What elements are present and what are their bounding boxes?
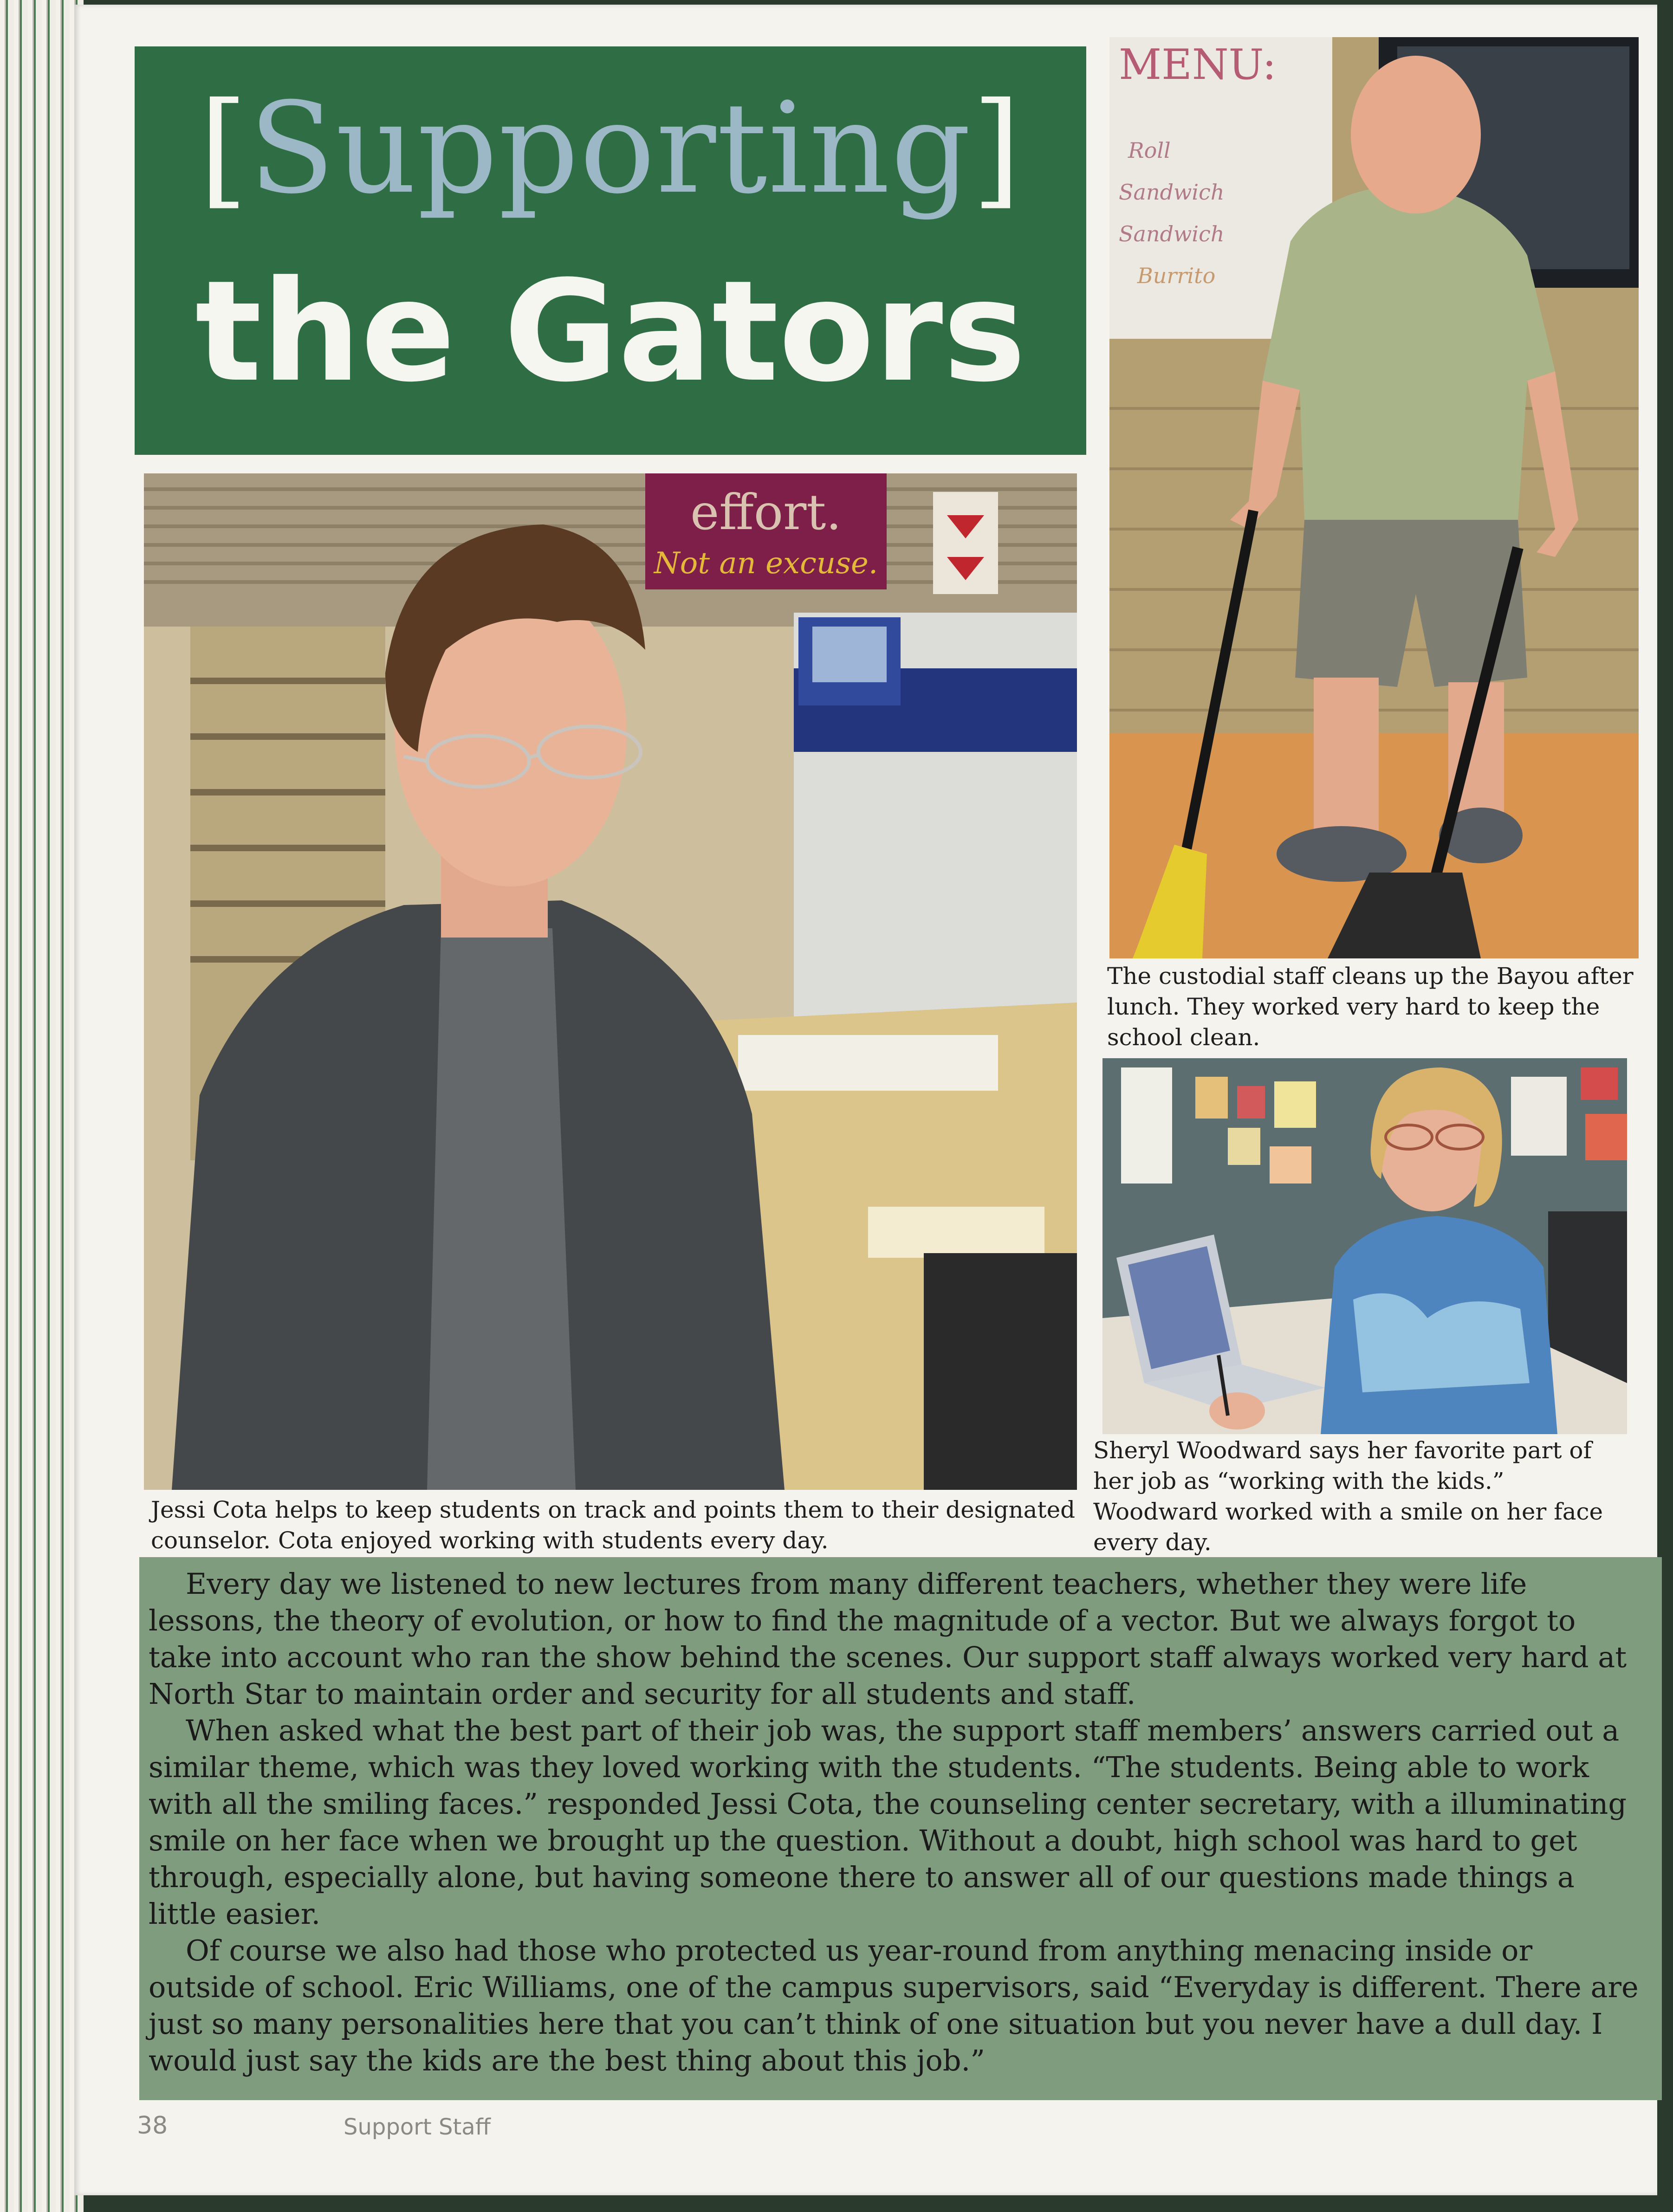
section-name: Support Staff [344,2114,491,2140]
title-line-1 [135,75,1086,221]
title-bracket-open: [ [199,75,249,221]
story-paragraph-1: Every day we listened to new lectures from many different teachers, whether they were life lessons, the theory of evolution, or how to find the magnitude of a vector. But we always forgot to take into account who ran the show behind the scenes. Our support staff always worked very hard at North Star to maintain order and security for all students and staff. [149,1567,1627,1711]
yearbook-page [74,5,1657,2195]
board-item-1: Roll [1128,138,1171,163]
title-banner [135,46,1086,455]
board-item-4: Burrito [1137,263,1216,288]
story-paragraph-3: Of course we also had those who protected us year-round from anything menacing inside or outside of school. Eric Williams, one of the campus supervisors, said “Everyday is different. There are just so many personalities here that you can’t think of one situation but you never have a dull day. I would just say the kids are the best thing about this job.” [149,1934,1639,2077]
title-line-2: the Gators [195,251,1026,413]
caption-custodian: The custodial staff cleans up the Bayou after lunch. They worked very hard to keep the school clean. [1107,963,1634,1051]
photo-sheryl-woodward [1102,1058,1627,1434]
sign-text-excuse: Not an excuse. [654,546,878,581]
story-text-block [139,1557,1662,2100]
page-binding-edge [0,0,84,2212]
caption-cota: Jessi Cota helps to keep students on track and points them to their designated counselor. Cota enjoyed working with students every day. [151,1496,1076,1554]
title-bracket-close: ] [972,75,1022,221]
caption-woodward: Sheryl Woodward says her favorite part of her job as “working with the kids.” Woodward worked with a smile on her face every day. [1093,1437,1603,1556]
photo-custodian [1109,37,1639,958]
sign-text-effort: effort. [690,484,842,541]
page-number: 38 [137,2112,168,2140]
board-item-3: Sandwich [1119,221,1225,246]
title-word-supporting: Supporting [249,75,972,221]
photo-jessi-cota [144,473,1077,1490]
board-item-2: Sandwich [1119,180,1225,205]
board-heading: MENU: [1119,40,1277,89]
story-paragraph-2: When asked what the best part of their job was, the support staff members’ answers carried out a similar theme, which was they loved working with the students. “The students. Being able to work with all the smiling faces.” responded Jessi Cota, the counseling center secretary, with a illuminating smile on her face when we brought up the question. Without a doubt, high school was hard to get through, especially alone, but having someone there to answer all of our questions made things a little easier. [149,1714,1627,1931]
